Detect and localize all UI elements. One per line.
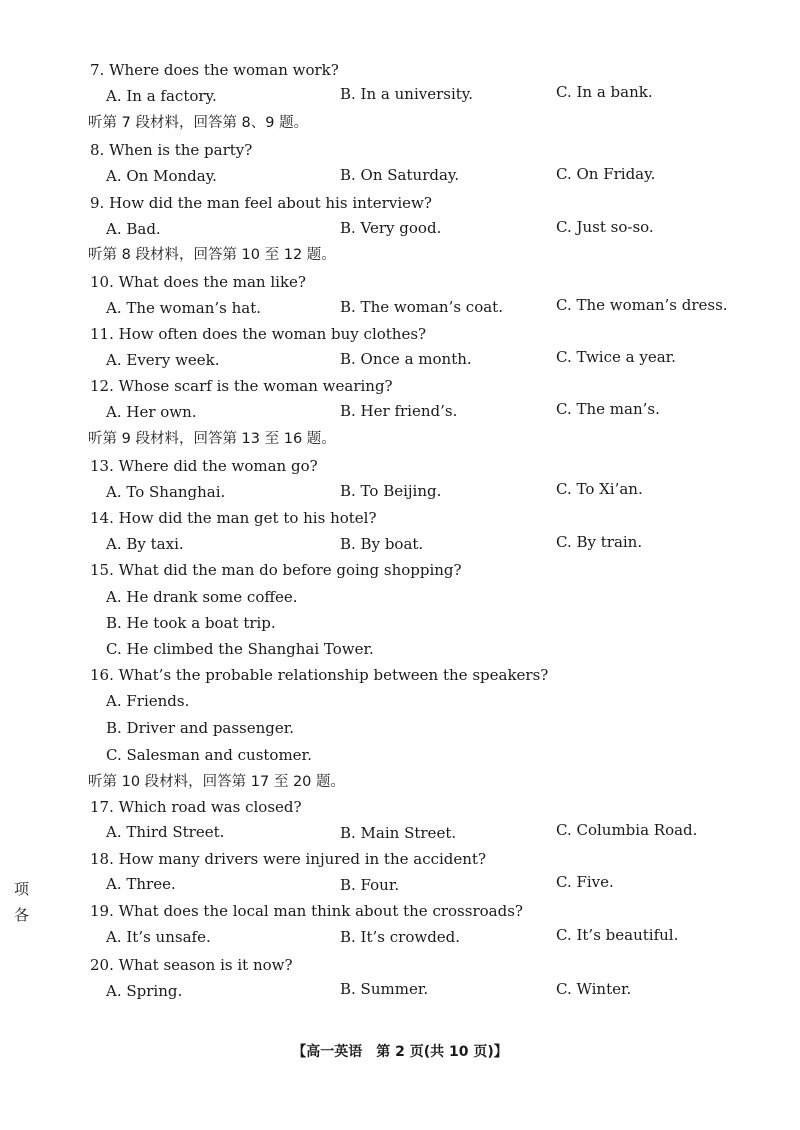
option-20a: A. Spring. bbox=[106, 982, 183, 1000]
option-8b: B. On Saturday. bbox=[340, 166, 460, 184]
question-17: 17. Which road was closed? bbox=[90, 798, 302, 816]
question-12: 12. Whose scarf is the woman wearing? bbox=[90, 377, 393, 395]
option-10c: C. The woman’s dress. bbox=[556, 296, 728, 314]
section-heading-10: 听第 10 段材料，回答第 17 至 20 题。 bbox=[88, 774, 346, 790]
option-15a: A. He drank some coffee. bbox=[106, 588, 298, 606]
option-20c: C. Winter. bbox=[556, 980, 632, 998]
option-17a: A. Third Street. bbox=[106, 823, 225, 841]
option-9b: B. Very good. bbox=[340, 219, 442, 237]
question-8: 8. When is the party? bbox=[90, 141, 253, 159]
option-14b: B. By boat. bbox=[340, 535, 424, 553]
option-8c: C. On Friday. bbox=[556, 165, 656, 183]
option-20b: B. Summer. bbox=[340, 980, 429, 998]
question-14: 14. How did the man get to his hotel? bbox=[90, 509, 377, 527]
option-12c: C. The man’s. bbox=[556, 400, 660, 418]
option-13c: C. To Xi’an. bbox=[556, 480, 643, 498]
question-16: 16. What’s the probable relationship between the speakers? bbox=[90, 666, 549, 684]
option-17b: B. Main Street. bbox=[340, 824, 457, 842]
option-18c: C. Five. bbox=[556, 873, 614, 891]
section-heading-7: 听第 7 段材料，回答第 8、9 题。 bbox=[88, 115, 309, 131]
margin-note-1: 项 bbox=[14, 880, 30, 898]
option-19c: C. It’s beautiful. bbox=[556, 926, 679, 944]
option-7c: C. In a bank. bbox=[556, 83, 653, 101]
section-heading-8: 听第 8 段材料，回答第 10 至 12 题。 bbox=[88, 247, 336, 263]
option-9a: A. Bad. bbox=[106, 220, 161, 238]
option-18a: A. Three. bbox=[106, 875, 176, 893]
option-7a: A. In a factory. bbox=[106, 87, 217, 105]
option-8a: A. On Monday. bbox=[106, 167, 217, 185]
section-heading-9: 听第 9 段材料，回答第 13 至 16 题。 bbox=[88, 431, 336, 447]
option-12a: A. Her own. bbox=[106, 403, 197, 421]
option-16c: C. Salesman and customer. bbox=[106, 746, 312, 764]
question-10: 10. What does the man like? bbox=[90, 273, 306, 291]
option-14c: C. By train. bbox=[556, 533, 643, 551]
option-11b: B. Once a month. bbox=[340, 350, 472, 368]
option-13b: B. To Beijing. bbox=[340, 482, 442, 500]
question-13: 13. Where did the woman go? bbox=[90, 457, 318, 475]
option-9c: C. Just so-so. bbox=[556, 218, 654, 236]
option-13a: A. To Shanghai. bbox=[106, 483, 226, 501]
option-15c: C. He climbed the Shanghai Tower. bbox=[106, 640, 374, 658]
option-17c: C. Columbia Road. bbox=[556, 821, 698, 839]
option-19b: B. It’s crowded. bbox=[340, 928, 461, 946]
option-18b: B. Four. bbox=[340, 876, 400, 894]
question-9: 9. How did the man feel about his interview? bbox=[90, 194, 432, 212]
option-15b: B. He took a boat trip. bbox=[106, 614, 276, 632]
option-11a: A. Every week. bbox=[106, 351, 220, 369]
option-10b: B. The woman’s coat. bbox=[340, 298, 503, 316]
option-14a: A. By taxi. bbox=[106, 535, 184, 553]
option-12b: B. Her friend’s. bbox=[340, 402, 458, 420]
page-footer: 【高一英语 第 2 页(共 10 页)】 bbox=[292, 1044, 508, 1060]
question-20: 20. What season is it now? bbox=[90, 956, 293, 974]
question-7: 7. Where does the woman work? bbox=[90, 61, 339, 79]
option-10a: A. The woman’s hat. bbox=[106, 299, 262, 317]
option-16b: B. Driver and passenger. bbox=[106, 719, 295, 737]
option-19a: A. It’s unsafe. bbox=[106, 928, 211, 946]
question-19: 19. What does the local man think about the crossroads? bbox=[90, 902, 523, 920]
option-16a: A. Friends. bbox=[106, 692, 190, 710]
margin-note-2: 各 bbox=[14, 906, 30, 924]
option-7b: B. In a university. bbox=[340, 85, 474, 103]
question-18: 18. How many drivers were injured in the accident? bbox=[90, 850, 486, 868]
question-15: 15. What did the man do before going shopping? bbox=[90, 561, 462, 579]
option-11c: C. Twice a year. bbox=[556, 348, 676, 366]
question-11: 11. How often does the woman buy clothes? bbox=[90, 325, 427, 343]
